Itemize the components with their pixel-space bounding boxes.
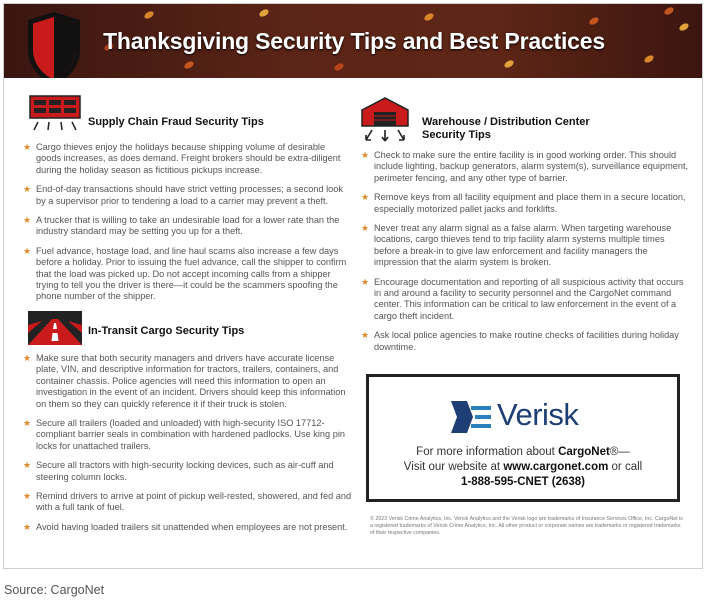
- verisk-mark-icon: [451, 399, 493, 435]
- star-bullet-icon: ★: [361, 223, 370, 234]
- supply-chain-header: [22, 94, 352, 134]
- road-icon: [28, 311, 82, 345]
- in-transit-header: [22, 311, 352, 347]
- contact-phone[interactable]: 1-888-595-CNET (2638): [460, 476, 585, 488]
- star-bullet-icon: ★: [23, 490, 32, 501]
- verisk-logo: [451, 397, 611, 437]
- star-bullet-icon: ★: [361, 276, 370, 287]
- list-item: ★ Never treat any alarm signal as a false alarm. When targeting warehouse locations, cargo thieves tend to trip facility alarm systems multiple times before a break-in to give law enforcement and facility managers the impression that the alarm system is broken.: [361, 223, 672, 268]
- list-item: ★ Encourage documentation and reporting of all suspicious activity that occurs in and around a facility to security personnel and the CargoNet command center. This information can be critical to law enforcement in the event of a cargo theft incident.: [361, 276, 684, 321]
- star-bullet-icon: ★: [23, 417, 32, 428]
- left-column: [22, 94, 352, 541]
- contact-info: [369, 445, 677, 490]
- list-item: ★ Avoid having loaded trailers sit unattended when employees are not present.: [23, 521, 348, 532]
- in-transit-tips: [22, 353, 352, 533]
- contact-line-2: Visit our website at www.cargonet.com or call: [403, 461, 643, 473]
- star-bullet-icon: ★: [23, 184, 32, 195]
- warehouse-tips: [360, 150, 690, 353]
- right-column: [360, 94, 690, 361]
- star-bullet-icon: ★: [361, 330, 370, 341]
- star-bullet-icon: ★: [23, 142, 32, 152]
- header-banner: [4, 4, 703, 78]
- list-item: ★ Remove keys from all facility equipment and place them in a secure location, especially motorized pallet jacks and forklifts.: [361, 192, 686, 214]
- warehouse-title: Warehouse / Distribution Center Security Tips: [422, 116, 590, 141]
- verisk-contact-box: [366, 374, 680, 502]
- list-item: ★ Make sure that both security managers and drivers have accurate license plate, VIN, and descriptive information for tractors, trailers, containers, and container chassis. Police agencies will need this information to open an investigation in the event of an incident. Drivers should keep this information on them so they can quickly reference it if their truck is stolen.: [23, 352, 346, 409]
- in-transit-title: In-Transit Cargo Security Tips: [88, 324, 245, 337]
- list-item: ★ End-of-day transactions should have strict vetting processes; a second look by a supervisor prior to tendering a load to a carrier may prevent a theft.: [23, 184, 343, 206]
- warehouse-icon: [360, 96, 410, 144]
- truck-trailer-icon: [28, 94, 82, 134]
- page-title: Thanksgiving Security Tips and Best Practices: [103, 28, 605, 54]
- infographic-card: [3, 3, 703, 569]
- legal-text: © 2023 Verisk Crime Analytics, Inc. Verisk Analytics and the Verisk logo are trademarks of Insurance Services Office, Inc. CargoNet is a registered trademarks of Verisk Crime Analytics, Inc. All other product or corporate names are trademarks or registered trademarks of their respective companies.: [370, 516, 683, 536]
- list-item: ★ Secure all trailers (loaded and unloaded) with high-security ISO 17712-compliant barrier seals in combination with hardened padlocks. Use king pin locks for unattached trailers.: [23, 417, 345, 451]
- star-bullet-icon: ★: [23, 460, 32, 471]
- star-bullet-icon: ★: [361, 192, 370, 203]
- supply-chain-tips: [22, 142, 352, 303]
- contact-line-1: For more information about CargoNet®—: [416, 446, 630, 458]
- list-item: ★ Remind drivers to arrive at point of pickup well-rested, showered, and fed and with a full tank of fuel.: [23, 490, 352, 513]
- warehouse-header: [360, 94, 690, 146]
- website-link[interactable]: www.cargonet.com: [503, 461, 609, 473]
- star-bullet-icon: ★: [23, 215, 32, 226]
- supply-chain-title: Supply Chain Fraud Security Tips: [88, 116, 264, 128]
- list-item: ★ Fuel advance, hostage load, and line haul scams also increase a few days before a holiday. Prior to issuing the fuel advance, call the shipper to confirm that the load was picked up. Do not accept incoming calls from a shipper trying to tell you the driver is there—it could be the scammers spoofing the phone number of the shipper.: [23, 245, 347, 302]
- list-item: ★ Check to make sure the entire facility is in good working order. This should include lighting, backup generators, alarm system(s), surveillance equipment, perimeter fencing, and any other type of barrier.: [361, 150, 689, 183]
- star-bullet-icon: ★: [23, 521, 32, 532]
- list-item: ★ Cargo thieves enjoy the holidays because shipping volume of desirable goods increases, as does demand. Freight brokers should be extra-diligent during the holiday season as fictitious pickups increase.: [23, 142, 341, 175]
- star-bullet-icon: ★: [23, 245, 32, 256]
- source-caption: Source: CargoNet: [4, 583, 105, 597]
- star-bullet-icon: ★: [361, 150, 370, 160]
- list-item: ★ Ask local police agencies to make routine checks of facilities during holiday downtime.: [361, 330, 679, 352]
- star-bullet-icon: ★: [23, 352, 32, 363]
- list-item: ★ A trucker that is willing to take an undesirable load for a lower rate than the industry standard may be setting you up for a theft.: [23, 215, 340, 237]
- verisk-wordmark: Verisk: [497, 397, 579, 432]
- list-item: ★ Secure all tractors with high-security locking devices, such as air-cuff and steering column locks.: [23, 460, 334, 482]
